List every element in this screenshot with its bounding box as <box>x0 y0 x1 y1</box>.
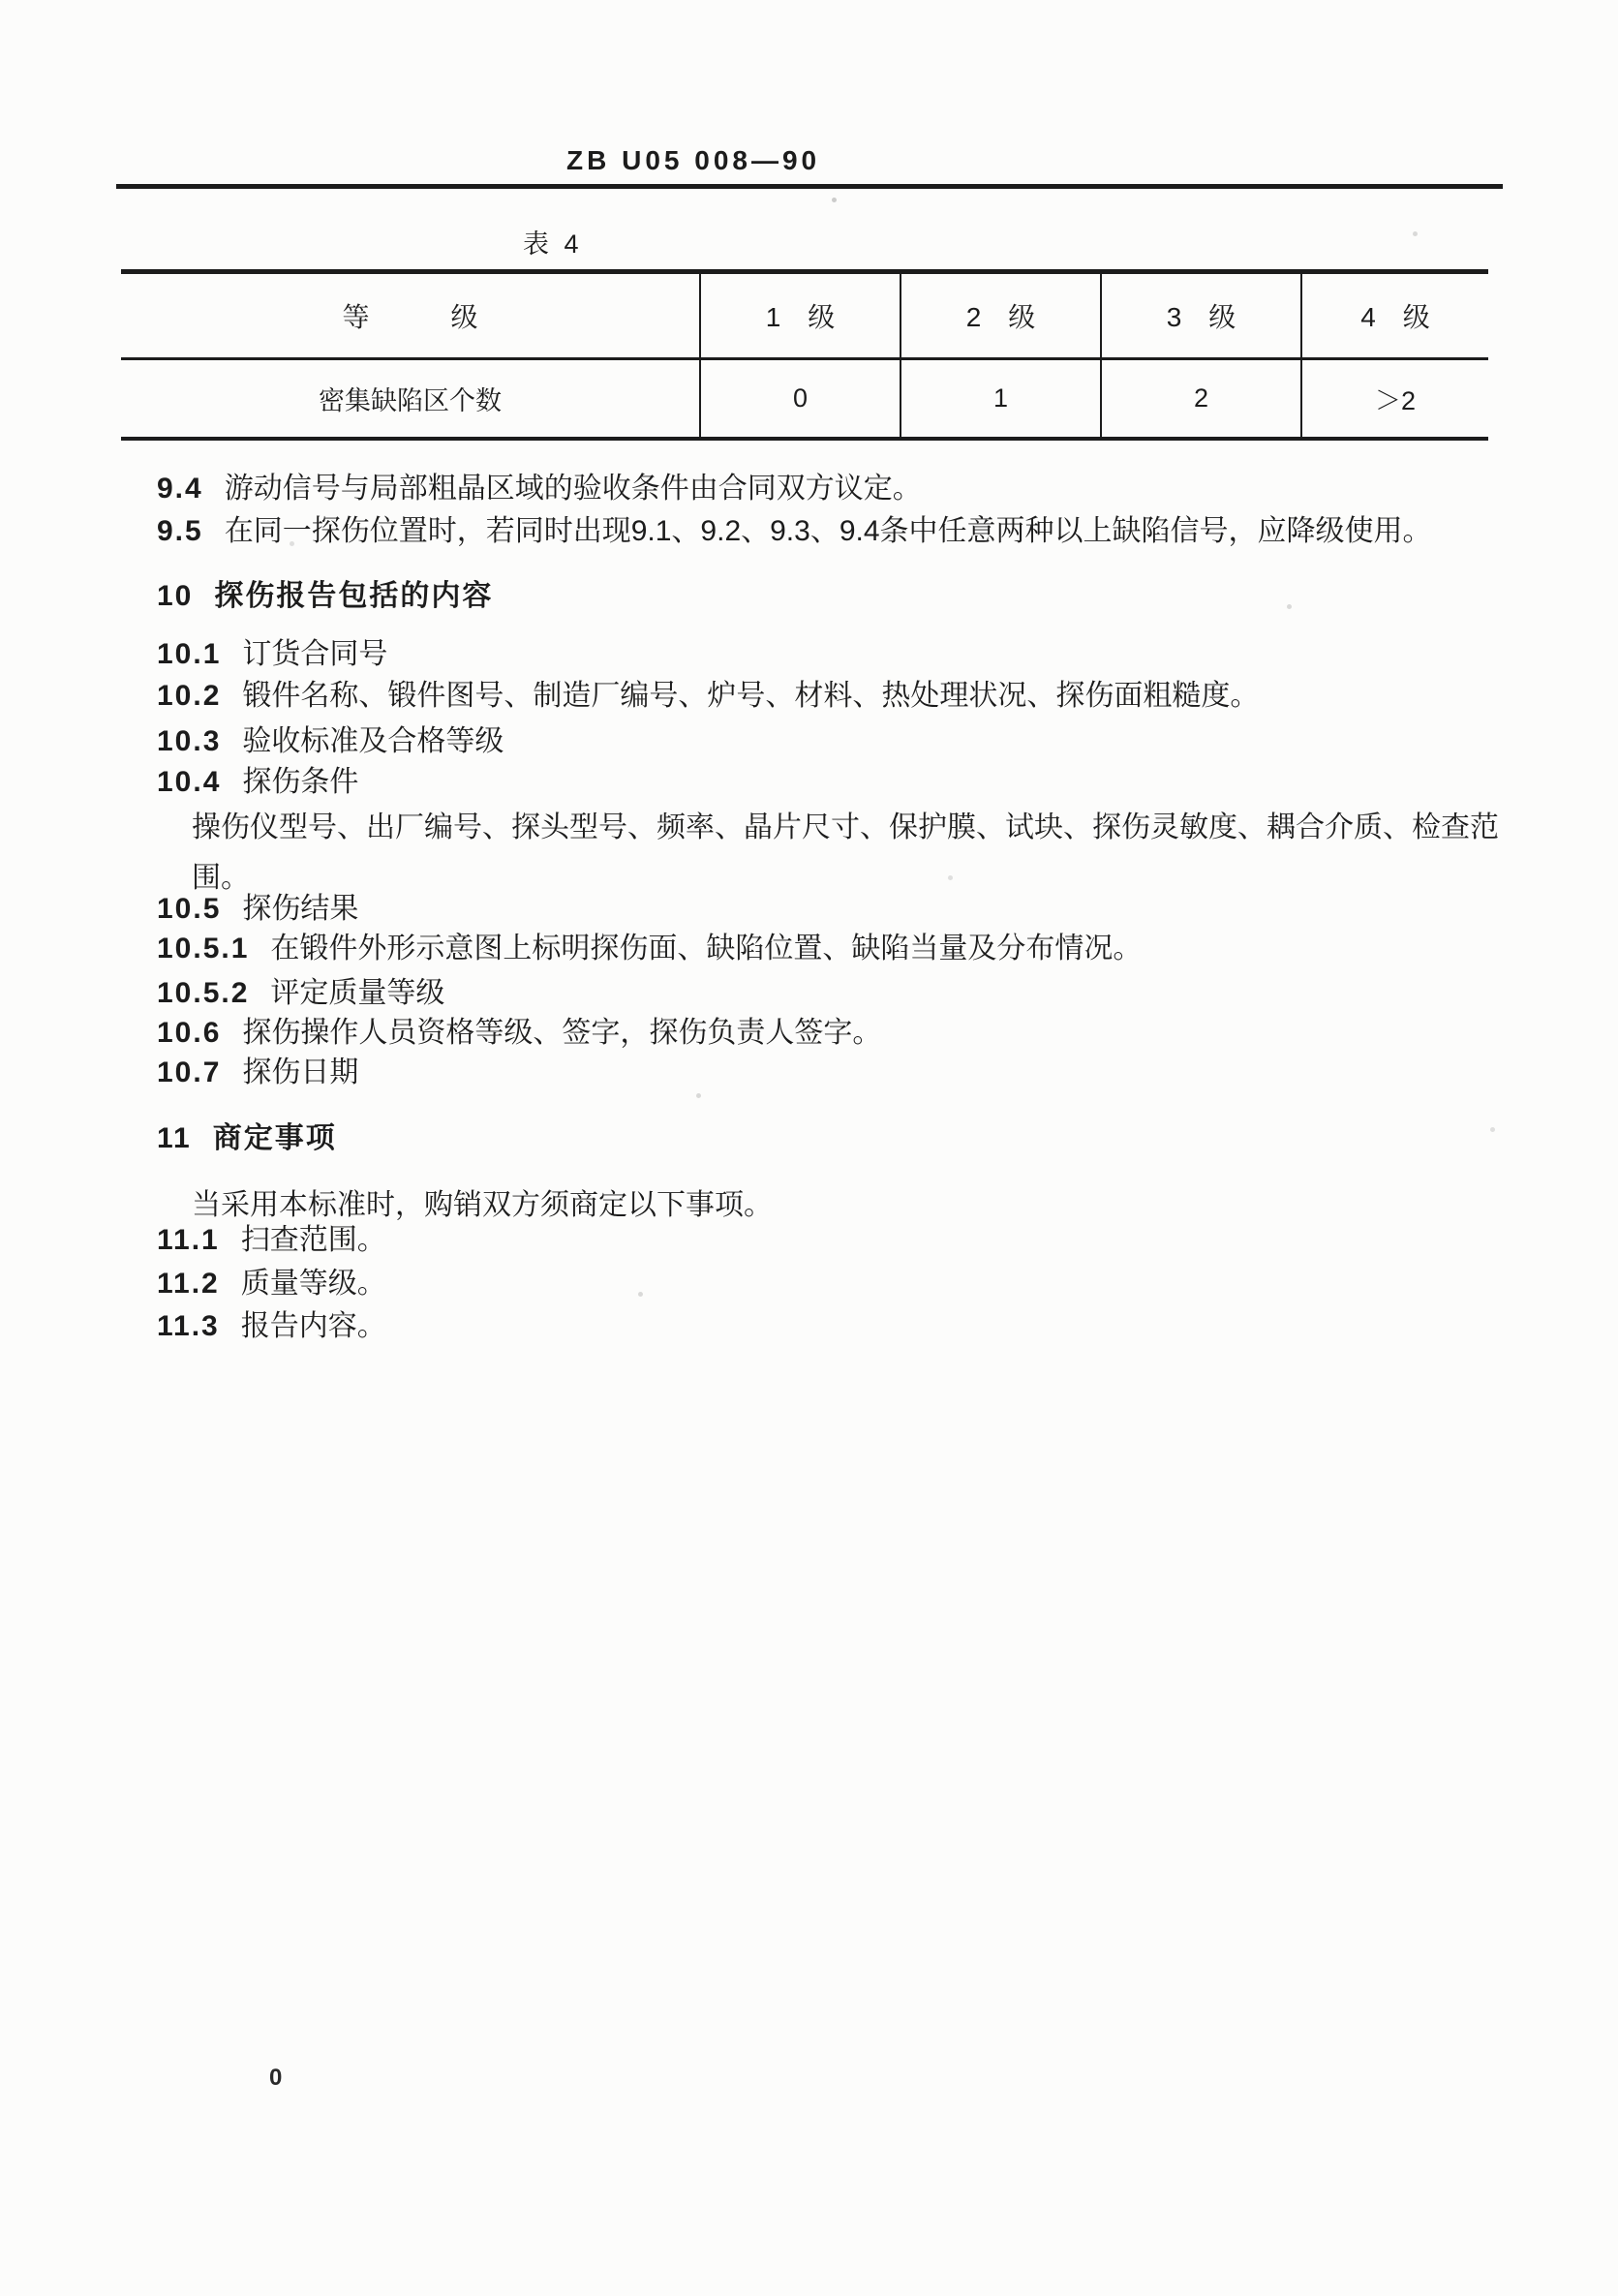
clause-text: 探伤日期 <box>242 1056 359 1088</box>
clause-10-6 <box>157 1015 881 1052</box>
paragraph-10-4-detail: 操伤仪型号、出厂编号、探头型号、频率、晶片尺寸、保护膜、试块、探伤灵敏度、耦合介质、检查范围。 <box>192 811 1499 894</box>
clause-number: 9.4 <box>157 473 203 505</box>
clause-number: 11.1 <box>157 1224 220 1256</box>
scan-noise <box>0 0 3 3</box>
clause-number: 10.6 <box>157 1017 222 1049</box>
clause-text: 质量等级。 <box>240 1268 386 1300</box>
section-heading-10 <box>157 578 493 615</box>
clause-9-5 <box>157 513 1432 550</box>
page-number: 0 <box>269 2065 283 2091</box>
clause-number: 10.5.2 <box>157 977 250 1009</box>
clause-11-1 <box>157 1222 386 1259</box>
table-cell-grade-3: 2 <box>1101 359 1301 439</box>
doc-code: ZB U05 008—90 <box>566 145 821 175</box>
clause-number: 10.7 <box>157 1056 222 1088</box>
grade-table <box>121 269 1488 441</box>
clause-10-2 <box>157 678 1259 715</box>
clause-number: 10.5 <box>157 893 222 925</box>
table-caption: 表 4 <box>523 230 583 259</box>
clause-text: 商定事项 <box>212 1122 337 1154</box>
clause-number: 10.1 <box>157 638 222 670</box>
clause-number: 10.4 <box>157 766 222 798</box>
clause-text: 锻件名称、锻件图号、制造厂编号、炉号、材料、热处理状况、探伤面粗糙度。 <box>242 680 1260 712</box>
clause-number: 11.2 <box>157 1268 220 1300</box>
table-cell-grade-1: 0 <box>700 359 901 439</box>
clause-number: 9.5 <box>157 515 203 547</box>
clause-10-5 <box>157 891 358 928</box>
table-cell-grade-2: 1 <box>901 359 1101 439</box>
clause-11-3 <box>157 1308 386 1345</box>
clause-text: 探伤操作人员资格等级、签字，探伤负责人签字。 <box>242 1017 882 1049</box>
clause-text: 验收标准及合格等级 <box>242 725 504 757</box>
table-header-grade-1: 1 级 <box>700 272 901 359</box>
table-header-row <box>121 272 1488 359</box>
clause-11-2 <box>157 1266 386 1302</box>
clause-text: 探伤条件 <box>242 766 359 798</box>
clause-10-3 <box>157 723 504 760</box>
clause-number: 11.3 <box>157 1310 220 1342</box>
clause-text: 报告内容。 <box>240 1310 386 1342</box>
clause-number: 10.3 <box>157 725 222 757</box>
clause-text: 游动信号与局部粗晶区域的验收条件由合同双方议定。 <box>224 473 922 505</box>
paragraph-11-intro: 当采用本标准时，购销双方须商定以下事项。 <box>192 1189 773 1221</box>
clause-text: 扫查范围。 <box>240 1224 386 1256</box>
clause-number: 10 <box>157 580 194 612</box>
clause-10-1 <box>157 636 387 673</box>
clause-text: 在锻件外形示意图上标明探伤面、缺陷位置、缺陷当量及分布情况。 <box>270 933 1143 964</box>
clause-number: 11 <box>157 1122 192 1154</box>
clause-number: 10.5.1 <box>157 933 250 964</box>
clause-text: 探伤报告包括的内容 <box>214 580 494 612</box>
clause-9-4 <box>157 471 922 507</box>
clause-text: 评定质量等级 <box>270 977 445 1009</box>
section-heading-11 <box>157 1120 337 1157</box>
header-rule <box>116 184 1503 189</box>
table-header-grade-3: 3 级 <box>1101 272 1301 359</box>
clause-text: 探伤结果 <box>242 893 359 925</box>
table-header-grade-4: 4 级 <box>1301 272 1488 359</box>
clause-10-4 <box>157 764 358 801</box>
table-row-label: 密集缺陷区个数 <box>319 385 502 415</box>
clause-10-5-2 <box>157 975 444 1012</box>
table-cell-grade-4: ＞2 <box>1301 359 1488 439</box>
clause-text: 在同一探伤位置时，若同时出现9.1、9.2、9.3、9.4条中任意两种以上缺陷信号，应降级使用。 <box>224 515 1432 547</box>
table-row <box>121 359 1488 439</box>
clause-10-5-1 <box>157 931 1142 967</box>
table-header-grade: 等 级 <box>121 272 700 359</box>
clause-10-7 <box>157 1055 358 1091</box>
clause-number: 10.2 <box>157 680 222 712</box>
clause-text: 订货合同号 <box>242 638 388 670</box>
table-header-grade-2: 2 级 <box>901 272 1101 359</box>
